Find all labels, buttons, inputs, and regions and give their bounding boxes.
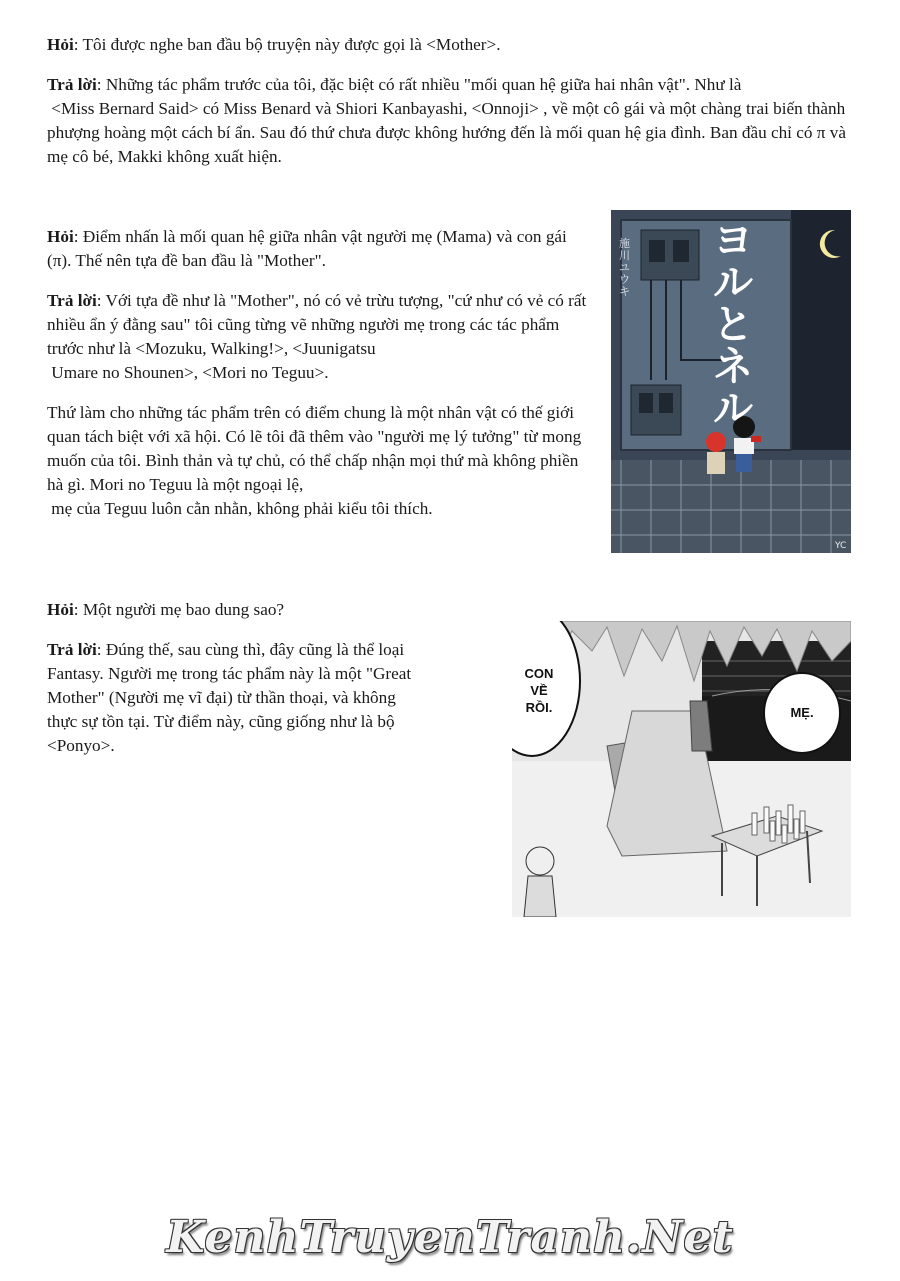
answer-2-continued: Thứ làm cho những tác phẩm trên có điểm chung là một nhân vật có thế giới quan tách biệt với xã hội. Có lẽ tôi đã thêm vào "người mẹ lý tưởng" từ mong muốn của tôi. Bình thản và tự chủ, có thể chấp nhận mọi thứ mà không phiền hà gì. Mori no Teguu là một ngoại lệ, mẹ của Teguu luôn cằn nhằn, không phải kiểu tôi thích. [47,403,582,518]
speech-bubble-right: MẸ. [790,705,814,720]
speech-bubble-left: CON VỀ RỒI. [524,666,554,715]
answer-label: Trả lời [47,75,97,94]
cover-title: ヨルとネル [713,218,753,432]
question-label: Hỏi [47,600,74,619]
answer-text: : Với tựa đề như là "Mother", nó có vẻ trừu tượng, "cứ như có vẻ có rất nhiều ẩn ý đằng sau" tôi cũng từng vẽ những người mẹ trong các tác phẩm trước như là <Mozuku, Walking!>, <Juunigatsu Umare no Shounen>, <Mori no Teguu>. [47,291,587,382]
question-1 [47,33,867,57]
question-2 [47,225,592,273]
answer-2 [47,289,592,385]
qa-section-3 [47,598,417,774]
manga-panel-image [512,621,851,917]
qa-section-1 [47,33,867,185]
answer-label: Trả lời [47,291,97,310]
answer-text: : Những tác phẩm trước của tôi, đặc biệt có rất nhiều "mối quan hệ giữa hai nhân vật". Như là <Miss Bernard Said> có Miss Benard và Shiori Kanbayashi, <Onnoji> , về một cô gái và một chàng trai biến thành phượng hoàng một cách bí ẩn. Sau đó thứ chưa được không hướng đến là mối quan hệ gia đình. Ban đầu chỉ có π và mẹ cô bé, Makki không xuất hiện. [47,75,846,166]
question-label: Hỏi [47,227,74,246]
site-watermark: KenhTruyenTranh.Net [166,1212,734,1263]
question-text: : Điểm nhấn là mối quan hệ giữa nhân vật người mẹ (Mama) và con gái (π). Thế nên tựa đề ban đầu là "Mother". [47,227,567,270]
question-3 [47,598,417,622]
answer-text: : Đúng thế, sau cùng thì, đây cũng là thể loại Fantasy. Người mẹ trong tác phẩm này là một "Great Mother" (Người mẹ vĩ đại) từ thần thoại, và không thực sự tồn tại. Từ điểm này, cũng giống như là bộ <Ponyo>. [47,640,412,755]
manga-cover-image [611,210,851,553]
answer-3 [47,638,417,758]
qa-section-2 [47,225,592,537]
cover-author: 施川ユウキ [619,237,630,298]
answer-1 [47,73,867,169]
answer-label: Trả lời [47,640,97,659]
svg-text:YC: YC [835,541,847,551]
question-label: Hỏi [47,35,74,54]
question-text: : Tôi được nghe ban đầu bộ truyện này được gọi là <Mother>. [73,35,501,54]
question-text: : Một người mẹ bao dung sao? [73,600,285,619]
